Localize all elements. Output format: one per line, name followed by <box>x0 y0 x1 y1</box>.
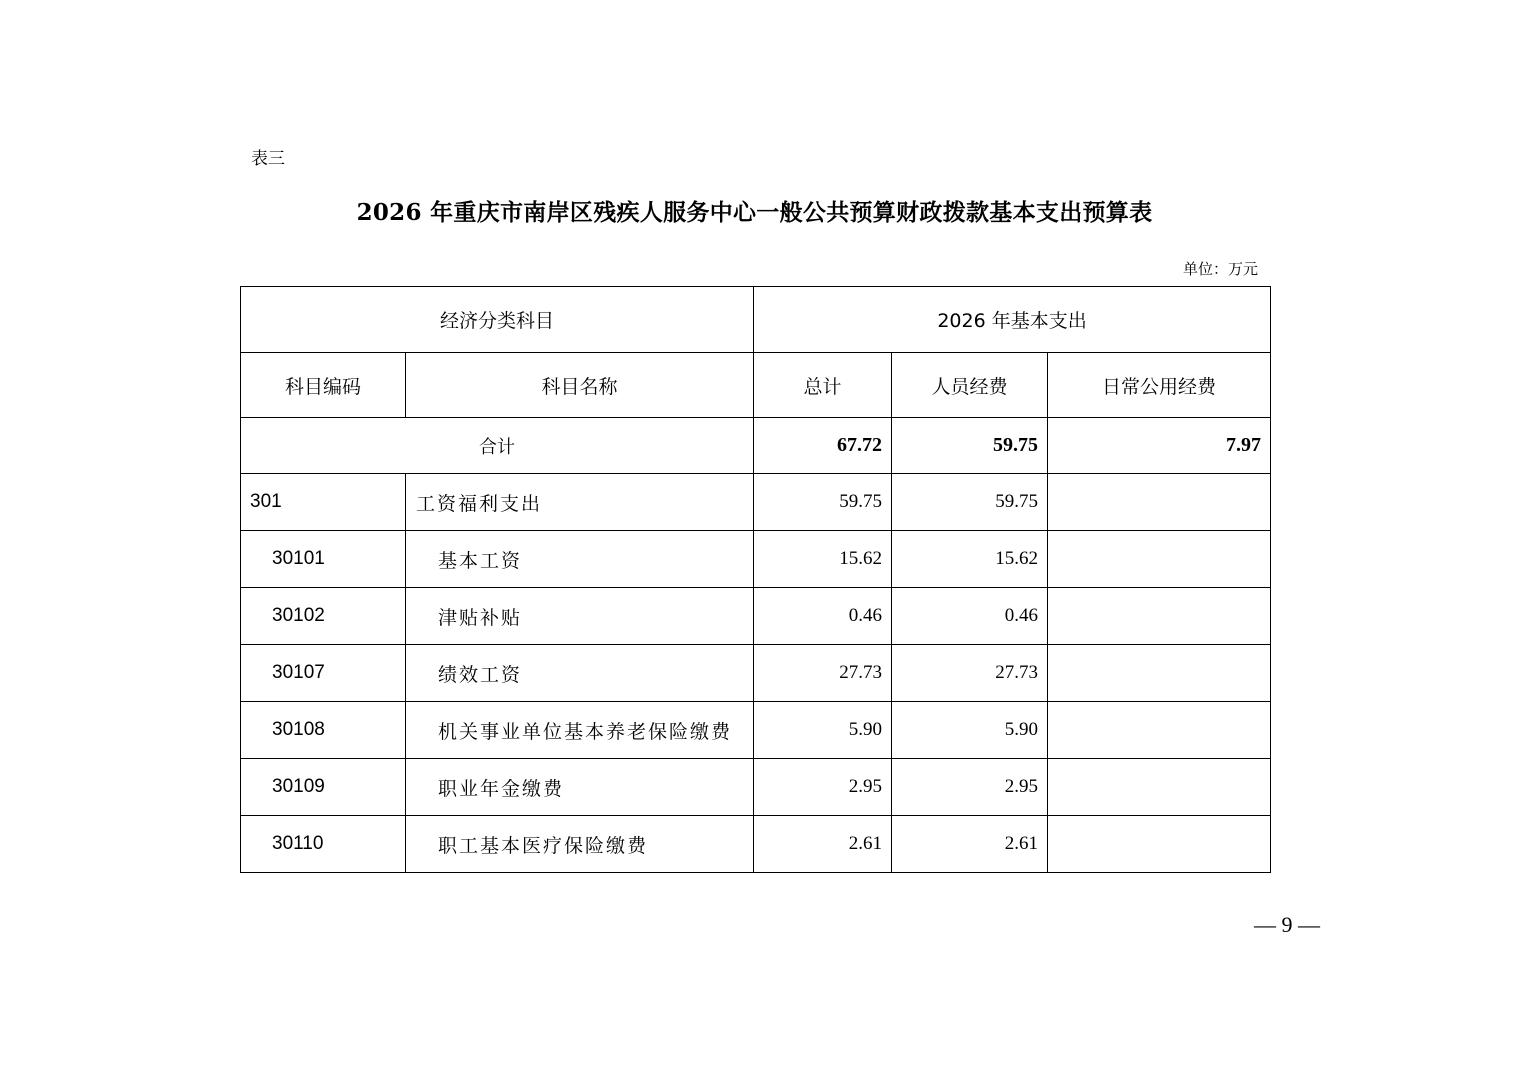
total-total: 67.72 <box>754 418 892 474</box>
table-row <box>241 816 1271 873</box>
total-label: 合计 <box>241 418 754 474</box>
total-public: 7.97 <box>1048 418 1271 474</box>
header-public: 日常公用经费 <box>1048 353 1271 418</box>
row-name: 绩效工资 <box>406 645 754 702</box>
row-code: 30101 <box>241 531 406 588</box>
document-title: 2026 年重庆市南岸区残疾人服务中心一般公共预算财政拨款基本支出预算表 <box>356 199 1153 226</box>
table-row <box>241 531 1271 588</box>
row-code: 30108 <box>241 702 406 759</box>
page-number: — 9 — <box>1254 912 1320 937</box>
row-personnel: 2.61 <box>892 816 1048 873</box>
row-name: 职工基本医疗保险缴费 <box>406 816 754 873</box>
row-total: 27.73 <box>754 645 892 702</box>
row-public <box>1048 645 1271 702</box>
row-personnel: 59.75 <box>892 474 1048 531</box>
table-row <box>241 702 1271 759</box>
row-code: 301 <box>241 474 406 531</box>
header-row-group <box>241 287 1271 353</box>
header-personnel: 人员经费 <box>892 353 1048 418</box>
unit-note: 单位：万元 <box>1182 260 1258 278</box>
total-personnel: 59.75 <box>892 418 1048 474</box>
header-basic-expenditure: 2026 年基本支出 <box>754 287 1271 353</box>
table-row <box>241 645 1271 702</box>
row-personnel: 15.62 <box>892 531 1048 588</box>
row-name: 工资福利支出 <box>406 474 754 531</box>
row-public <box>1048 588 1271 645</box>
table-row <box>241 474 1271 531</box>
row-personnel: 5.90 <box>892 702 1048 759</box>
row-public <box>1048 816 1271 873</box>
row-public <box>1048 531 1271 588</box>
header-economic-category: 经济分类科目 <box>241 287 754 353</box>
row-total: 2.61 <box>754 816 892 873</box>
table-row <box>241 588 1271 645</box>
row-code: 30102 <box>241 588 406 645</box>
budget-table <box>240 286 1271 873</box>
row-total: 2.95 <box>754 759 892 816</box>
row-code: 30110 <box>241 816 406 873</box>
row-public <box>1048 702 1271 759</box>
row-name: 津贴补贴 <box>406 588 754 645</box>
row-name: 基本工资 <box>406 531 754 588</box>
table-label: 表三 <box>251 149 285 169</box>
table-row <box>241 759 1271 816</box>
row-public <box>1048 759 1271 816</box>
total-row <box>241 418 1271 474</box>
row-personnel: 27.73 <box>892 645 1048 702</box>
row-name: 机关事业单位基本养老保险缴费 <box>406 702 754 759</box>
row-personnel: 0.46 <box>892 588 1048 645</box>
row-total: 5.90 <box>754 702 892 759</box>
row-public <box>1048 474 1271 531</box>
row-code: 30109 <box>241 759 406 816</box>
row-name: 职业年金缴费 <box>406 759 754 816</box>
row-personnel: 2.95 <box>892 759 1048 816</box>
row-total: 0.46 <box>754 588 892 645</box>
row-code: 30107 <box>241 645 406 702</box>
header-code: 科目编码 <box>241 353 406 418</box>
row-total: 15.62 <box>754 531 892 588</box>
header-name: 科目名称 <box>406 353 754 418</box>
header-row-columns <box>241 353 1271 418</box>
header-total: 总计 <box>754 353 892 418</box>
row-total: 59.75 <box>754 474 892 531</box>
